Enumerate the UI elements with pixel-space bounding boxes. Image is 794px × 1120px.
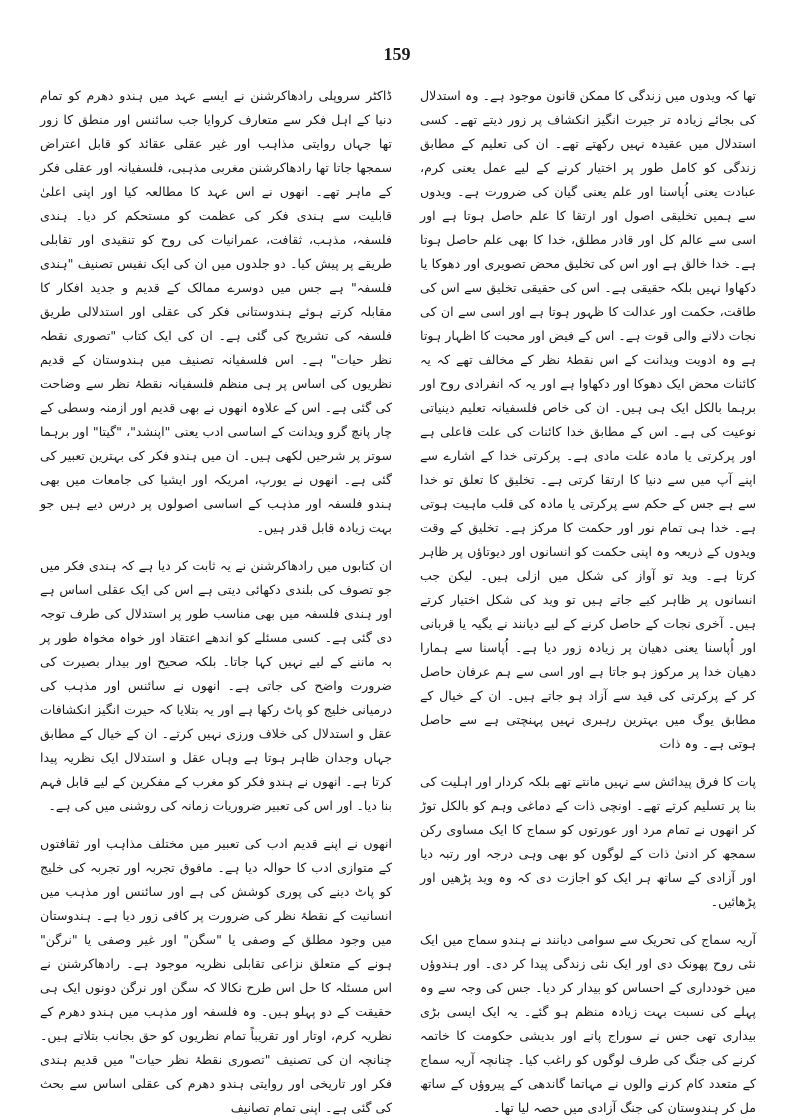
paragraph: ڈاکٹر سروپلی رادھاکرشنن نے ایسے عہد میں ہندو دھرم کو تمام دنیا کے اہل فکر سے متعارف کروایا جب سائنس اور منطق کا زور تھا جہاں روایتی مذاہب اور غیر عقلی عقائد کو قابل اعتراض سمجھا جاتا تھا رادھاکرشنن مغربی مذہبی، فلسفیانہ اور عقلی فکر کے ماہر تھے۔ انھوں نے اس عہد کا مطالعہ کیا اور اپنی اعلیٰ قابلیت سے ہندی فکر کی عظمت کو مستحکم کر دیا۔ ہندی فلسفہ، مذہب، ثقافت، عمرانیات کی روح کو تنقیدی اور تقابلی طریقے پر پیش کیا۔ دو جلدوں میں ان کی ایک نفیس تصنیف "ہندی فلسفہ" ہے جس میں دوسرے ممالک کے قدیم و جدید افکار کا مقابلہ کرتے ہوئے ہندوستانی فکر کی عقلی اور استدلالی طریق فلسفہ کی تشریح کی گئی ہے۔ ان کی ایک کتاب "تصوری نقطہ نظر حیات" ہے۔ اس فلسفیانہ تصنیف میں ہندوستان کے قدیم نظریوں کی اساس پر ہی منظم فلسفیانہ نقطۂ نظر سے وضاحت کی گئی ہے۔ اس کے علاوہ انھوں نے بھی قدیم اور ازمنہ وسطی کے چار پانچ گرو ویدانت کے اساسی ادب یعنی "اپنشد"، "گیتا" اور برہما سوتر پر شرحیں لکھی ہیں۔ ان میں ہندو فکر کی بہترین تعبیر کی گئی ہے۔ انھوں نے یورپ، امریکہ اور ایشیا کی جامعات میں بھی ہندو فلسفہ اور مذہب کے اساسی اصولوں پر درس دیے ہیں جو بہت زیادہ قابل قدر ہیں۔ [40, 88, 392, 535]
paragraph: پات کا فرق پیدائش سے نہیں مانتے تھے بلکہ کردار اور اہلیت کی بنا پر تسلیم کرتے تھے۔ اونچی ذات کے دماغی وہم کو بالکل توڑ کر انھوں نے تمام مرد اور عورتوں کو سماج کا ایک مساوی رکن سمجھ کر ادنیٰ ذات کے لوگوں کو بھی وہی درجہ اور رتبہ دیا اور آزادی کے ساتھ ہر ایک کو اجازت دی کہ وہ وید پڑھیں اور پڑھائیں۔ [420, 774, 756, 909]
paragraph: آریہ سماج کی تحریک سے سوامی دیانند نے ہندو سماج میں ایک نئی روح پھونک دی اور ایک نئی زندگی پیدا کر دی۔ اور ہندوؤں میں خودداری کے احساس کو بیدار کر دیا۔ جس کی وجہ سے وہ پہلے کی نسبت بہت زیادہ منظم ہو گئے۔ یہ ایک ایسی بڑی بیداری تھی جس نے سوراج پانے اور بدیشی حکومت کا خاتمہ کرنے کی جنگ کی طرف لوگوں کو راغب کیا۔ چنانچہ آریہ سماج کے متعدد کام کرنے والوں نے مہاتما گاندھی کے پیروؤں کے ساتھ مل کر ہندوستان کی جنگ آزادی میں حصہ لیا تھا۔ [420, 932, 756, 1115]
page-number: 159 [383, 44, 411, 64]
right-column [420, 84, 756, 1120]
paragraph: انھوں نے اپنے قدیم ادب کی تعبیر میں مختلف مذاہب اور ثقافتوں کے متوازی ادب کا حوالہ دیا ہے۔ مافوق تجربہ اور تجربہ کی خلیج کو پاٹ دینے کی پوری کوشش کی ہے اور سائنس اور مذہب میں انسانیت کے نقطۂ نظر کی ضرورت پر کافی زور دیا ہے۔ ہندوستان میں وجود مطلق کے وصفی یا "سگن" اور غیر وصفی یا "نرگن" ہونے کے متعلق نزاعی تقابلی نظریہ موجود ہے۔ رادھاکرشنن نے اس مسئلہ کا حل اس طرح نکالا کہ سگن اور نرگن دونوں ایک ہی حقیقت کے دو پہلو ہیں۔ وہ فلسفہ اور مذہب میں ہندو دھرم کے نظریہ کرم، اوتار اور تقریباً تمام نظریوں کو حق بجانب بتلاتے ہیں۔ چنانچہ ان کی تصنیف "تصوری نقطۂ نظر حیات" میں قدیم ہندی فکر اور تاریخی اور روایتی ہندو دھرم کی عقلی اساس سے بحث کی گئی ہے۔ اپنی تمام تصانیف [40, 836, 392, 1115]
paragraph: تھا کہ ویدوں میں زندگی کا ممکن قانون موجود ہے۔ وہ استدلال کی بجائے زیادہ تر جیرت انگیز انکشاف پر زور دیتے تھے۔ کسی استدلال میں عقیدہ نہیں رکھتے تھے۔ ان کی تعلیم کے مطابق زندگی کو کامل طور پر اختیار کرنے کے لیے عمل یعنی کرم، عبادت یعنی اُپاسنا اور علم یعنی گیان کی ضرورت ہے۔ ویدوں سے ہمیں تخلیقی اصول اور ارتقا کا علم حاصل ہوتا ہے اور اسی سے عالم کل اور قادر مطلق، خدا کا بھی علم حاصل ہوتا ہے۔ خدا خالق ہے اور اس کی تخلیق محض تصویری اور دھوکا یا دکھاوا نہیں بلکہ حقیقی ہے۔ اس کی حقیقی تخلیق سے اس کی طاقت، حکمت اور عدالت کا ظہور ہوتا ہے اور اسی سے ان کی نجات دلانے والی قوت ہے۔ اس کے فیض اور محبت کا اظہار ہوتا ہے وہ ادویت ویدانت کے اس نقطۂ نظر کے مخالف تھے کہ یہ کائنات محض ایک دھوکا اور دکھاوا ہے اور یہ کہ انفرادی روح اور برہما بالکل ایک ہی ہیں۔ ان کی خاص فلسفیانہ تعلیم دینیاتی نوعیت کی ہے۔ اس کے مطابق خدا کائنات کی علت فاعلی ہے اور پرکرتی یا مادہ علت مادی ہے۔ پرکرتی خدا کے اشارے سے اپنے آپ میں سے دنیا کا ارتقا کرتی ہے۔ تخلیق کا تعلق تو خدا سے ہے جس کے حکم سے پرکرتی یا مادہ کی قلب ماہیت ہوتی ہے۔ خدا ہی تمام نور اور حکمت کا مرکز ہے۔ تخلیق کے وقت ویدوں کے ذریعہ وہ اپنی حکمت کو انسانوں اور دیوتاؤں پر ظاہر کرتا ہے۔ وید تو آواز کی شکل میں ازلی ہیں۔ لیکن جب انسانوں پر ظاہر کیے جاتے ہیں تو وید کی شکل اختیار کرتے ہیں۔ آخری نجات کے حاصل کرنے کے لیے دیانند نے یگیہ یا قربانی اور اُپاسنا یعنی دھیان پر زیادہ زور دیا ہے۔ اُپاسنا سے ہمارا دھیان خدا پر مرکوز ہو جاتا ہے اور اسی سے ہم عرفان حاصل کر کے پرکرتی کی قید سے آزاد ہو جاتے ہیں۔ ان کے خیال کے مطابق یوگ میں بہترین رہبری نہیں پہنچتی ہے سے حاصل ہوتی ہے۔ وہ ذات [420, 88, 756, 751]
paragraph: ان کتابوں میں رادھاکرشنن نے یہ ثابت کر دیا ہے کہ ہندی فکر میں جو تصوف کی بلندی دکھائی دیتی ہے اس کی ایک عقلی اساس ہے اور ہندی فلسفہ میں بھی مناسب طور پر استدلال کی طرف توجہ دی گئی ہے۔ کسی مسئلے کو اندھے اعتقاد اور خواہ مخواہ طور پر بہ ماننے کے لیے نہیں کہا جاتا۔ بلکہ صحیح اور بیدار بصیرت کی ضرورت واضح کی جاتی ہے۔ انھوں نے سائنس اور مذہب کی درمیانی خلیج کو پاٹ رکھا ہے اور یہ بتلایا کہ حیرت انگیز انکشافات عقل و استدلال کی خلاف ورزی نہیں کرتے۔ ان کے خیال کے مطابق جہاں وجدان ظاہر ہوتا ہے وہاں عقل و استدلال ایک نظریہ پیدا کرتا ہے۔ انھوں نے ہندو فکر کو مغرب کے مفکرین کے لیے قابل فہم بنا دیا۔ اور اس کی تعبیر ضروریات زمانہ کی روشنی میں کی ہے۔ [40, 558, 392, 813]
left-column [40, 84, 392, 1120]
